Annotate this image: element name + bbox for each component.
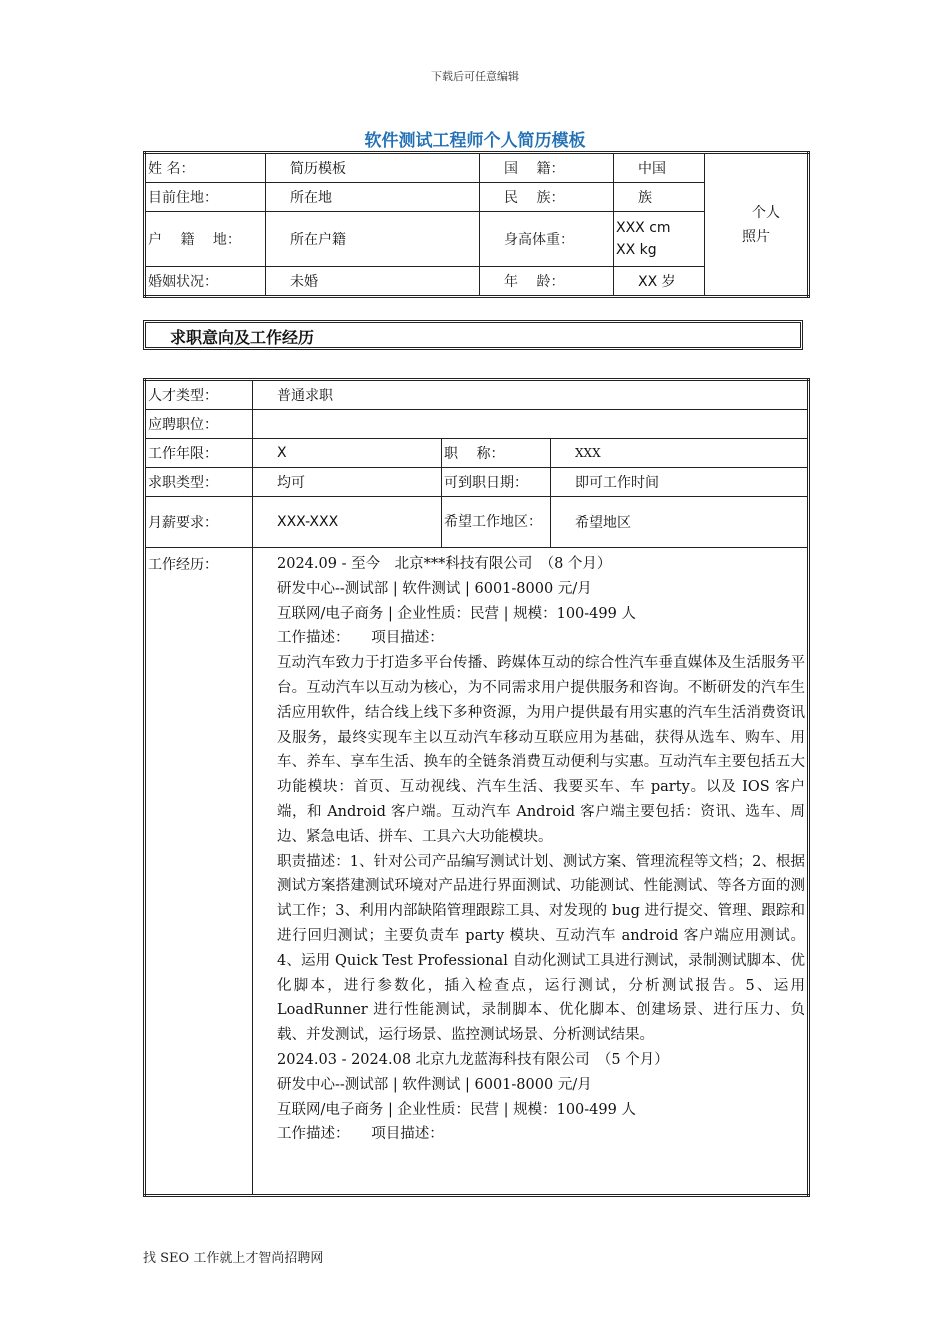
marital-label: 婚姻状况： — [145, 267, 266, 297]
section-title: 求职意向及工作经历 — [143, 320, 803, 350]
hukou-value: 所在户籍 — [266, 212, 480, 267]
exp-entry-1-header: 2024.09 - 至今 北京***科技有限公司 （8 个月） — [277, 556, 612, 572]
exp-entry-2-industry: 互联网/电子商务 | 企业性质：民营 | 规模：100-499 人 — [277, 1101, 636, 1118]
years-value: X — [253, 439, 442, 468]
exp-entry-2-header: 2024.03 - 2024.08 北京九龙蓝海科技有限公司 （5 个月） — [277, 1051, 669, 1068]
available-date-value: 即可工作时间 — [551, 468, 809, 497]
document-title: 软件测试工程师个人简历模板 — [364, 131, 586, 151]
work-area-label: 希望工作地区： — [442, 497, 551, 548]
exp-entry-2-dept: 研发中心--测试部 | 软件测试 | 6001-8000 元/月 — [277, 1076, 592, 1093]
weight-value: XX kg — [616, 242, 657, 258]
residence-value: 所在地 — [266, 183, 480, 212]
height-weight-label: 身高体重： — [480, 212, 614, 267]
exp-entry-1-dept: 研发中心--测试部 | 软件测试 | 6001-8000 元/月 — [277, 580, 592, 597]
professional-title-label: 职 称： — [442, 439, 551, 468]
job-type-label: 求职类型： — [145, 468, 253, 497]
height-weight-value — [614, 212, 705, 267]
exp-entry-1-responsibilities: 职责描述：1、针对公司产品编写测试计划、测试方案、管理流程等文档；2、根据测试方案搭建测试环境对产品进行界面测试、功能测试、性能测试、等各方面的测试工作；3、利用内部缺陷管理跟踪工具、对发现的 bug 进行提交、管理、跟踪和进行回归测试；主要负责车 party 模块、互动汽车 android 客户端应用测试。4、运用 Quick Test Professional 自动化测试工具进行测试，录制测试脚本、优化脚本，进行参数化，插入检查点，运行测试，分析测试报告。5、运用 LoadRunner 进行性能测试，录制脚本、优化脚本、创建场景、进行压力、负载、并发测试，运行场景、监控测试场景、分析测试结果。 — [277, 853, 805, 1044]
talent-type-label: 人才类型： — [145, 380, 253, 410]
salary-label: 月薪要求： — [145, 497, 253, 548]
hukou-label: 户 籍 地： — [145, 212, 266, 267]
position-label: 应聘职位： — [145, 410, 253, 439]
name-label: 姓 名： — [145, 153, 266, 183]
nationality-value: 中国 — [614, 153, 705, 183]
photo-placeholder — [705, 153, 809, 297]
nationality-label: 国 籍： — [480, 153, 614, 183]
years-label: 工作年限： — [145, 439, 253, 468]
age-value: XX 岁 — [614, 267, 705, 297]
height-value: XXX cm — [616, 220, 671, 236]
job-type-value: 均可 — [253, 468, 442, 497]
personal-info-table — [143, 151, 810, 298]
work-area-value: 希望地区 — [551, 497, 809, 548]
marital-value: 未婚 — [266, 267, 480, 297]
header-note: 下载后可任意编辑 — [431, 70, 519, 83]
professional-title-value: XXX — [551, 439, 809, 468]
available-date-label: 可到职日期： — [442, 468, 551, 497]
residence-label: 目前住地： — [145, 183, 266, 212]
exp-entry-1-project-description: 互动汽车致力于打造多平台传播、跨媒体互动的综合性汽车垂直媒体及生活服务平台。互动汽车以互动为核心，为不同需求用户提供服务和咨询。不断研发的汽车生活应用软件，结合线上线下多种资源，为用户提供最有用实惠的汽车生活消费资讯及服务，最终实现车主以互动汽车移动互联应用为基础，获得从选车、购车、用车、养车、享车生活、换车的全链条消费互动便利与实惠。互动汽车主要包括五大功能模块：首页、互动视线、汽车生活、我要买车、车 party。以及 IOS 客户端，和 Android 客户端。互动汽车 Android 客户端主要包括：资讯、选车、周边、紧急电话、拼车、工具六大功能模块。 — [277, 655, 805, 845]
ethnicity-label: 民 族： — [480, 183, 614, 212]
talent-type-value: 普通求职 — [253, 380, 809, 410]
footer-text: 找 SEO 工作就上才智尚招聘网 — [143, 1251, 324, 1266]
exp-entry-1-desc-label: 工作描述： 项目描述： — [277, 630, 444, 647]
exp-entry-2-desc-label: 工作描述： 项目描述： — [277, 1126, 444, 1143]
experience-content — [253, 548, 809, 1196]
salary-value: XXX-XXX — [253, 497, 442, 548]
photo-label-line2: 照片 — [742, 228, 770, 245]
exp-entry-1-industry: 互联网/电子商务 | 企业性质：民营 | 规模：100-499 人 — [277, 605, 636, 622]
age-label: 年 龄： — [480, 267, 614, 297]
ethnicity-value: 族 — [614, 183, 705, 212]
photo-label-line1: 个人 — [752, 204, 780, 221]
name-value: 简历模板 — [266, 153, 480, 183]
position-value — [253, 410, 809, 439]
job-intent-table — [143, 378, 810, 1197]
experience-label: 工作经历： — [145, 548, 253, 1196]
